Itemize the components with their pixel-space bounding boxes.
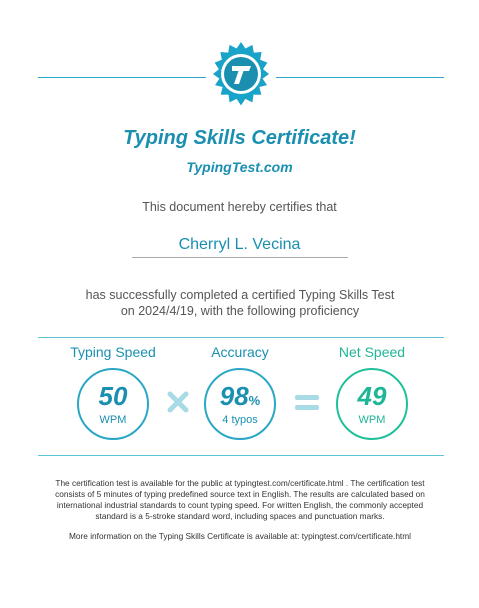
site-name: TypingTest.com [186, 159, 293, 175]
equals-icon [292, 387, 322, 417]
certificate-title: Typing Skills Certificate! [123, 127, 356, 149]
typing-speed-unit: WPM [99, 414, 127, 426]
multiply-icon [163, 387, 193, 417]
name-underline [132, 257, 348, 258]
net-speed-value: 49 [357, 381, 387, 411]
net-speed-label: Net Speed [338, 344, 406, 360]
fine-print: The certification test is available for the public at typingtest.com/certificate.html . The certification test consists of 5 minutes of typing predefined source text in English. The results are calculated based on international industrial standards to count typing speed. For written English, the commonly accepted standard is a 5-stroke standard word, including spaces and punctuation marks. [55, 478, 425, 521]
accuracy-typos: 4 typos [222, 414, 258, 426]
more-info: More information on the Typing Skills Certificate is available at: typingtest.com/certificate.html [68, 531, 411, 541]
recipient-name: Cherryl L. Vecina [178, 236, 301, 253]
stats-rule-top [38, 337, 444, 338]
certifies-text: This document hereby certifies that [142, 200, 337, 214]
header-rule-left [38, 77, 206, 78]
stats-rule-bottom [38, 455, 444, 456]
typing-speed-value: 50 [98, 381, 128, 411]
net-speed-circle [336, 368, 408, 440]
typing-speed-label: Typing Speed [70, 344, 156, 360]
completed-text: has successfully completed a certified Typing Skills Test on 2024/4/19, with the following proficiency [85, 288, 395, 318]
net-speed-unit: WPM [358, 414, 386, 426]
typing-speed-circle [77, 368, 149, 440]
typingtest-seal-icon [206, 42, 276, 112]
accuracy-unit: % [248, 393, 261, 408]
header-rule-right [276, 77, 444, 78]
accuracy-value-group [206, 381, 274, 412]
accuracy-label: Accuracy [211, 344, 269, 360]
accuracy-value: 98 [219, 381, 249, 411]
accuracy-circle [204, 368, 276, 440]
